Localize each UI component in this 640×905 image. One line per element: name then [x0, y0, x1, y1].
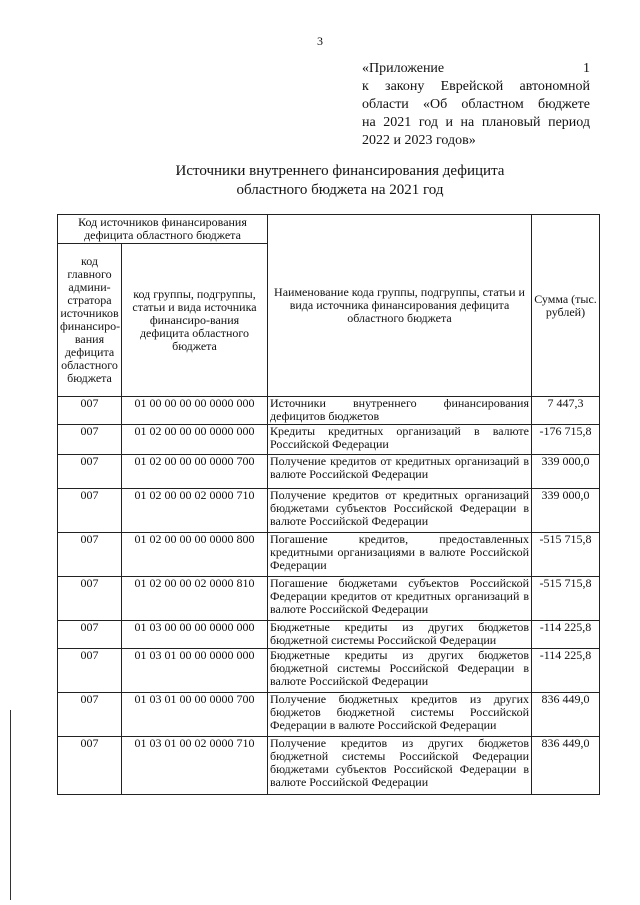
- cell-admin-code: 007: [58, 489, 122, 533]
- cell-admin-code: 007: [58, 425, 122, 455]
- header-sum: Сумма (тыс. рублей): [532, 215, 600, 397]
- cell-group-code: 01 02 00 00 00 0000 800: [122, 533, 268, 577]
- cell-admin-code: 007: [58, 577, 122, 621]
- cell-group-code: 01 02 00 00 00 0000 000: [122, 425, 268, 455]
- appendix-line: к закону Еврейской автономной: [362, 79, 590, 94]
- page-number: 3: [317, 34, 323, 48]
- appendix-line: «Приложение 1: [362, 61, 590, 76]
- cell-admin-code: 007: [58, 649, 122, 693]
- cell-group-code: 01 03 01 00 00 0000 000: [122, 649, 268, 693]
- group-header: Код источников финансирования дефицита областного бюджета: [58, 215, 268, 244]
- cell-group-code: 01 02 00 00 02 0000 710: [122, 489, 268, 533]
- table-row: [58, 621, 600, 649]
- table-row: [58, 397, 600, 425]
- cell-sum: -515 715,8: [532, 577, 600, 621]
- cell-group-code: 01 03 01 00 00 0000 700: [122, 693, 268, 737]
- cell-admin-code: 007: [58, 621, 122, 649]
- cell-group-code: 01 03 00 00 00 0000 000: [122, 621, 268, 649]
- cell-name: Источники внутреннего финансирования дефицитов бюджетов: [268, 397, 532, 425]
- cell-name: Бюджетные кредиты из других бюджетов бюджетной системы Российской Федерации: [268, 621, 532, 649]
- header-admin-code: код главного админи-стратора источников финансиро-вания дефицита областного бюджета: [58, 244, 122, 397]
- title-line: Источники внутреннего финансирования дефицита: [175, 163, 505, 179]
- cell-name: Получение кредитов от кредитных организаций в валюте Российской Федерации: [268, 455, 532, 489]
- appendix-line: области «Об областном бюджете: [362, 97, 590, 112]
- table-row: [58, 489, 600, 533]
- cell-name: Получение кредитов из других бюджетов бюджетной системы Российской Федерации бюджетами субъектов Российской Федерации в валюте Российской Федерации: [268, 737, 532, 795]
- table-row: [58, 425, 600, 455]
- cell-admin-code: 007: [58, 737, 122, 795]
- table-body: [58, 397, 600, 795]
- table-row: [58, 649, 600, 693]
- cell-sum: 836 449,0: [532, 693, 600, 737]
- header-name: Наименование кода группы, подгруппы, статьи и вида источника финансирования дефицита областного бюджета: [268, 215, 532, 397]
- table-row: [58, 455, 600, 489]
- cell-admin-code: 007: [58, 693, 122, 737]
- table-row: [58, 737, 600, 795]
- cell-sum: -176 715,8: [532, 425, 600, 455]
- document-title: [100, 162, 580, 200]
- header-group-code: код группы, подгруппы, статьи и вида источника финансиро-вания дефицита областного бюджета: [122, 244, 268, 397]
- cell-name: Получение бюджетных кредитов из других бюджетов бюджетной системы Российской Федерации в валюте Российской Федерации: [268, 693, 532, 737]
- cell-sum: -515 715,8: [532, 533, 600, 577]
- cell-sum: -114 225,8: [532, 649, 600, 693]
- cell-group-code: 01 02 00 00 02 0000 810: [122, 577, 268, 621]
- cell-sum: -114 225,8: [532, 621, 600, 649]
- cell-name: Бюджетные кредиты из других бюджетов бюджетной системы Российской Федерации в валюте Российской Федерации: [268, 649, 532, 693]
- cell-admin-code: 007: [58, 533, 122, 577]
- appendix-heading: [362, 60, 590, 150]
- table-row: [58, 577, 600, 621]
- cell-group-code: 01 03 01 00 02 0000 710: [122, 737, 268, 795]
- cell-admin-code: 007: [58, 455, 122, 489]
- financing-sources-table: [57, 214, 600, 795]
- cell-sum: 339 000,0: [532, 489, 600, 533]
- table-row: [58, 533, 600, 577]
- appendix-line: 2022 и 2023 годов»: [362, 133, 476, 148]
- appendix-line: на 2021 год и на плановый период: [362, 115, 590, 130]
- cell-group-code: 01 02 00 00 00 0000 700: [122, 455, 268, 489]
- cell-admin-code: 007: [58, 397, 122, 425]
- cell-group-code: 01 00 00 00 00 0000 000: [122, 397, 268, 425]
- cell-sum: 339 000,0: [532, 455, 600, 489]
- table-row: [58, 693, 600, 737]
- cell-name: Погашение кредитов, предоставленных кредитными организациями в валюте Российской Федерации: [268, 533, 532, 577]
- title-line: областного бюджета на 2021 год: [236, 182, 444, 198]
- cell-sum: 7 447,3: [532, 397, 600, 425]
- margin-line: [10, 710, 11, 900]
- cell-name: Кредиты кредитных организаций в валюте Российской Федерации: [268, 425, 532, 455]
- cell-sum: 836 449,0: [532, 737, 600, 795]
- cell-name: Погашение бюджетами субъектов Российской Федерации кредитов от кредитных организаций в валюте Российской Федерации: [268, 577, 532, 621]
- cell-name: Получение кредитов от кредитных организаций бюджетами субъектов Российской Федерации в валюте Российской Федерации: [268, 489, 532, 533]
